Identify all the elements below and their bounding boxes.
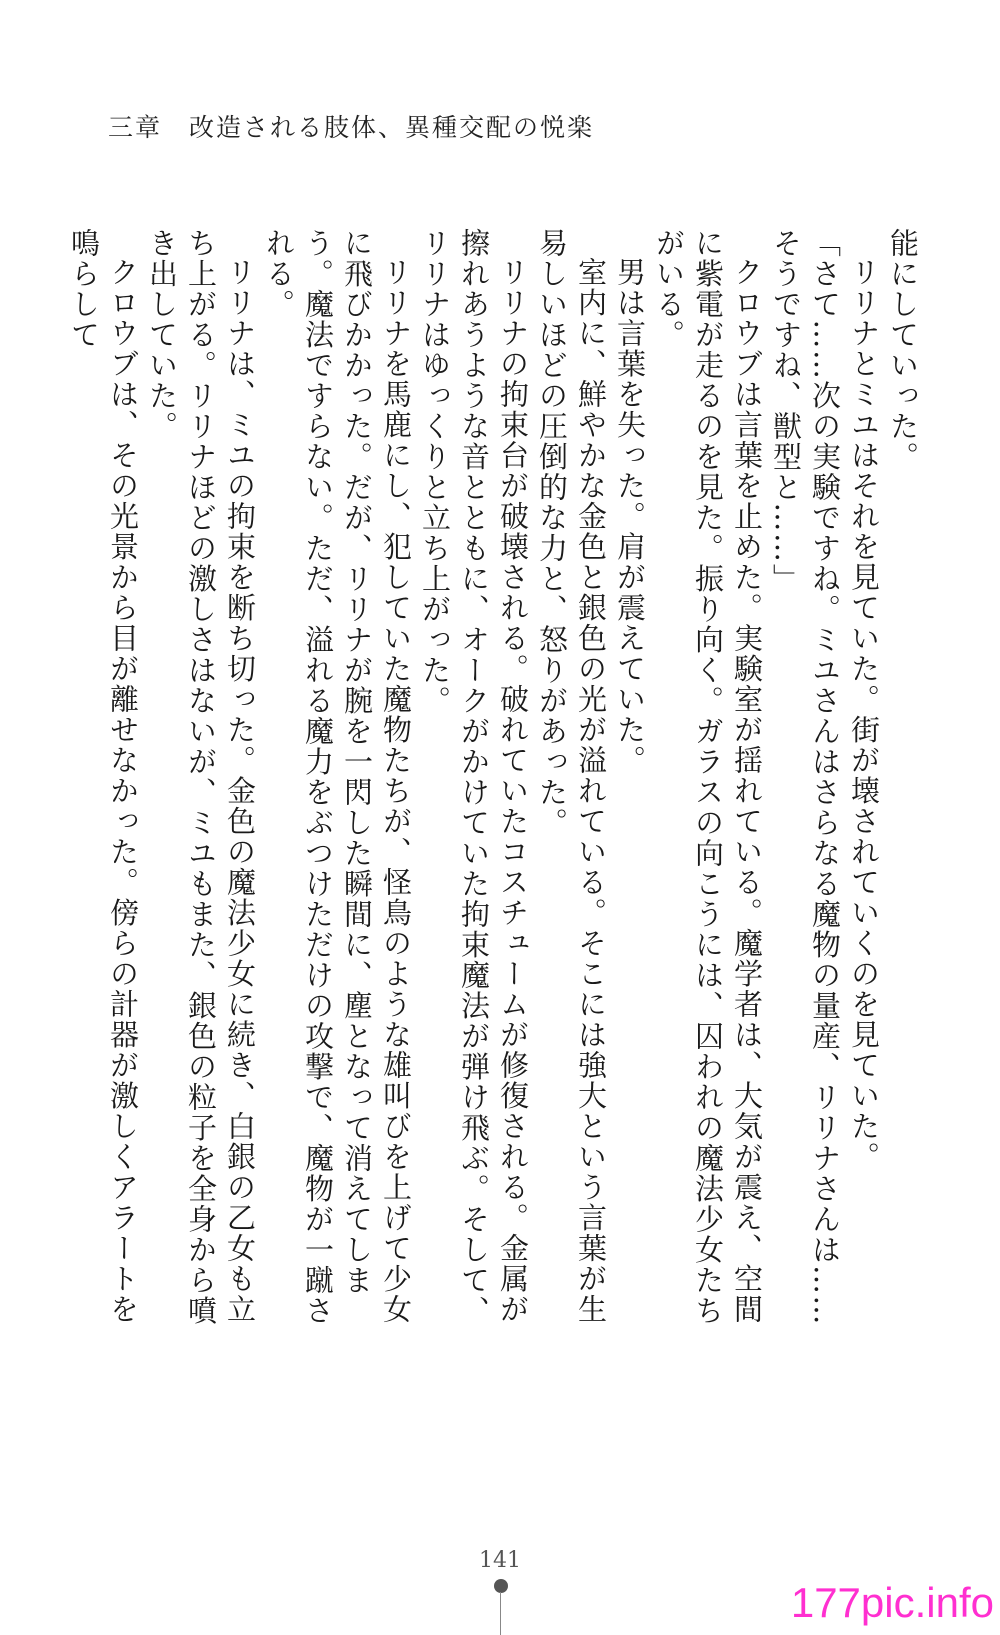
page-number: 141 <box>479 1548 521 1573</box>
paragraph: 能にしていった。 <box>886 228 920 472</box>
folio-dot <box>494 1579 508 1593</box>
paragraph: リリナを馬鹿にし、犯していた魔物たちが、怪鳥のような雄叫びを上げて少女に飛びかかった。だが、リリナが腕を一閃した瞬間に、塵となって消えてしまう。魔法ですらない。ただ、溢れる魔力をぶつけただけの攻撃で、魔物が一蹴される。 <box>262 228 413 1326</box>
paragraph: クロウブは、その光景から目が離せなかった。傍らの計器が激しくアラートを鳴らして <box>67 228 140 1325</box>
body-text <box>67 228 922 1348</box>
paragraph: 男は言葉を失った。肩が震えていた。 <box>613 257 647 776</box>
paragraph: 室内に、鮮やかな金色と銀色の光が溢れている。そこには強大という言葉が生易しいほどの圧倒的な力と、怒りがあった。 <box>535 228 608 1325</box>
paragraph: クロウブは言葉を止めた。実験室が揺れている。魔学者は、大気が震え、空間に紫電が走るのを見た。振り向く。ガラスの向こうには、囚われの魔法少女たちがいる。 <box>652 228 764 1326</box>
paragraph: リリナは、ミユの拘束を断ち切った。金色の魔法少女に続き、白銀の乙女も立ち上がる。リリナほどの激しさはないが、ミユもまた、銀色の粒子を全身から噴き出していた。 <box>145 228 257 1326</box>
folio-line <box>500 1592 501 1635</box>
paragraph: リリナとミユはそれを見ていた。街が壊されていくのを見ていた。 <box>847 257 881 1172</box>
paragraph: リリナの拘束台が破壊される。破れていたコスチュームが修復される。金属が擦れあうような音とともに、オークがかけていた拘束魔法が弾け飛ぶ。そして、リリナはゆっくりと立ち上がった。 <box>418 228 530 1326</box>
watermark: 177pic.info <box>790 1579 994 1626</box>
dialogue-paragraph: 「さて……次の実験ですね。ミユさんはさらなる魔物の量産、リリナさんは……そうですね、獣型と……」 <box>769 228 842 1326</box>
running-header: 三章 改造される肢体、異種交配の悦楽 <box>108 113 595 142</box>
